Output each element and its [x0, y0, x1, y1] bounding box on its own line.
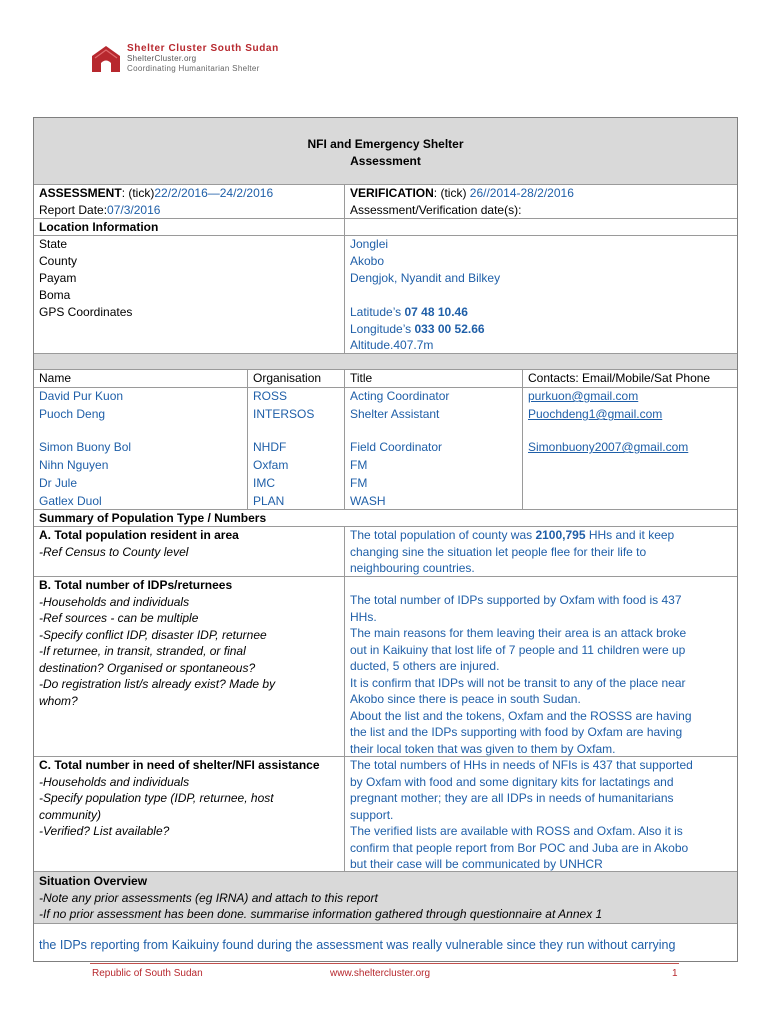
contact-email-link[interactable]: Puochdeng1@gmail.com: [528, 407, 663, 421]
contact-name: Dr Jule: [39, 476, 78, 490]
verification-label: VERIFICATION: [350, 186, 434, 200]
contact-org: ROSS: [253, 389, 288, 403]
section-c-answer: The total numbers of HHs in needs of NFIs is 437 that supported by Oxfam with food and some dignitary kits for lactatings and pregnant mother; they are all IDPs in needs of humanitarians support. The verified lists are available with ROSS and Oxfam. Also it is confirm that people report from Bor POC and Juba are in Akobo but their case will be communicated by UNHCR: [350, 758, 693, 871]
location-row: [34, 236, 737, 253]
location-row: [34, 270, 737, 287]
assessment-tick: : (tick): [121, 186, 155, 200]
footer-country: Republic of South Sudan: [92, 968, 203, 979]
longitude-label: Longitude’s: [350, 321, 415, 336]
contacts-header-row: [34, 370, 737, 387]
location-label: County: [39, 254, 78, 268]
contact-name: Nihn Nguyen: [39, 458, 109, 472]
verification-dates: 26//2014-28/2/2016: [469, 186, 574, 200]
location-label: State: [39, 237, 68, 251]
divider: [34, 387, 737, 388]
contact-org: PLAN: [253, 494, 285, 508]
verification-dates-label: Assessment/Verification date(s):: [350, 203, 522, 217]
contact-row: [34, 406, 737, 439]
altitude-value: Altitude.407.7m: [350, 338, 434, 352]
gps-row: [34, 304, 737, 354]
divider: [34, 526, 737, 527]
column-divider: [344, 369, 345, 509]
column-header: Name: [39, 371, 72, 385]
section-a-row: [34, 527, 737, 577]
section-b-row: [34, 577, 737, 757]
footer-rule: [90, 963, 679, 964]
section-a-answer: The total population of county was 2100,795 HHs and it keep changing sine the situation let people flee for their life to neighbouring countries.: [350, 528, 675, 575]
section-b-note: -If returnee, in transit, stranded, or final: [39, 644, 246, 658]
footer-website-link[interactable]: www.sheltercluster.org: [330, 968, 431, 979]
contact-row: [34, 388, 737, 406]
divider: [34, 353, 737, 354]
logo-title: Shelter Cluster South Sudan: [127, 43, 279, 54]
form-title-line1: NFI and Emergency Shelter: [307, 137, 464, 151]
section-a-title: A. Total population resident in area: [39, 528, 239, 542]
location-row: [34, 253, 737, 270]
contact-title: Shelter Assistant: [350, 407, 440, 421]
location-row: [34, 287, 737, 304]
verification-tick: : (tick): [433, 186, 470, 200]
contact-title: Acting Coordinator: [350, 389, 450, 403]
contact-row: [34, 439, 737, 457]
latitude-label: Latitude’s: [350, 305, 405, 319]
summary-heading: Summary of Population Type / Numbers: [39, 511, 267, 525]
contact-name: Puoch Deng: [39, 407, 106, 421]
contact-title: FM: [350, 458, 368, 472]
section-b-note: whom?: [39, 693, 78, 708]
situation-body: the IDPs reporting from Kaikuiny found during the assessment was really vulnerable since they run without carrying: [39, 938, 676, 952]
contact-title: FM: [350, 476, 368, 490]
report-date-row: [34, 202, 737, 219]
contact-email-link[interactable]: Simonbuony2007@gmail.com: [528, 440, 689, 454]
section-c-note: community): [39, 807, 102, 822]
contact-title: WASH: [350, 494, 386, 508]
location-heading: Location Information: [39, 220, 159, 234]
location-value: Dengjok, Nyandit and Bilkey: [350, 271, 501, 285]
location-value: Jonglei: [350, 237, 389, 251]
longitude-value: 033 00 52.66: [414, 321, 485, 336]
situation-body-row: [34, 924, 737, 962]
divider: [34, 235, 737, 236]
divider: [34, 218, 737, 219]
form-header: [34, 118, 737, 184]
divider: [34, 509, 737, 510]
section-b-note: -Households and individuals: [39, 594, 190, 609]
location-value: Akobo: [350, 254, 385, 268]
divider: [34, 576, 737, 577]
report-date-label: Report Date:: [39, 203, 108, 217]
section-b-note: destination? Organised or spontaneous?: [39, 660, 256, 675]
situation-note: -Note any prior assessments (eg IRNA) and attach to this report: [39, 890, 378, 905]
section-b-note: -Ref sources - can be multiple: [39, 611, 199, 625]
section-c-note: -Households and individuals: [39, 774, 190, 789]
contact-row: [34, 493, 737, 510]
section-c-row: [34, 757, 737, 872]
section-b-note: -Specify conflict IDP, disaster IDP, returnee: [39, 627, 267, 642]
assessment-label: ASSESSMENT: [39, 186, 122, 200]
situation-header: [34, 872, 737, 924]
location-label: Boma: [39, 288, 71, 302]
section-c-title: C. Total number in need of shelter/NFI assistance: [39, 758, 320, 772]
section-c-note: -Specify population type (IDP, returnee, host: [39, 791, 274, 805]
contact-org: INTERSOS: [253, 407, 315, 421]
situation-heading: Situation Overview: [39, 874, 148, 888]
separator-band: [34, 353, 737, 369]
gps-label: GPS Coordinates: [39, 305, 133, 319]
section-b-title: B. Total number of IDPs/returnees: [39, 578, 233, 592]
form-title-line2: Assessment: [350, 154, 421, 168]
section-b-answer: The total number of IDPs supported by Oxfam with food is 437 HHs. The main reasons for them leaving their area is an attack broke out in Kaikuiny that lost life of 7 people and 11 children were up ducted, 5 others are injured. It is confirm that IDPs will not be transit to any of the place near Akobo since there is peace in south Sudan. About the list and the tokens, Oxfam and the ROSSS are having the list and the IDPs supporting with food by Oxfam are having their local token that was given to them by Oxfam.: [350, 593, 692, 756]
contact-name: Gatlex Duol: [39, 494, 102, 508]
section-b-note: -Do registration list/s already exist? Made by: [39, 677, 276, 691]
page-number: 1: [672, 968, 678, 979]
divider: [34, 369, 737, 370]
column-divider: [344, 526, 345, 871]
divider: [34, 923, 737, 924]
column-divider: [344, 184, 345, 353]
contact-title: Field Coordinator: [350, 440, 443, 454]
column-header: Contacts: Email/Mobile/Sat Phone: [528, 371, 711, 385]
contact-org: IMC: [253, 476, 275, 490]
contact-org: Oxfam: [253, 458, 289, 472]
divider: [34, 871, 737, 872]
section-a-note: -Ref Census to County level: [39, 544, 189, 559]
situation-note: -If no prior assessment has been done. summarise information gathered through questionnaire at Annex 1: [39, 907, 603, 921]
report-date-value: 07/3/2016: [107, 203, 161, 217]
column-header: Title: [350, 371, 373, 385]
contact-email-link[interactable]: purkuon@gmail.com: [528, 389, 639, 403]
house-logo-icon: [90, 44, 122, 74]
logo-site: ShelterCluster.org: [127, 54, 197, 63]
contact-name: David Pur Kuon: [39, 389, 124, 403]
section-c-note: -Verified? List available?: [39, 824, 170, 838]
divider: [34, 184, 737, 185]
location-label: Payam: [39, 271, 77, 285]
contact-name: Simon Buony Bol: [39, 440, 132, 454]
contact-row: [34, 457, 737, 475]
logo-tagline: Coordinating Humanitarian Shelter: [127, 64, 260, 73]
contact-row: [34, 475, 737, 493]
assessment-form: [33, 117, 738, 962]
assessment-row: [34, 185, 737, 202]
latitude-value: 07 48 10.46: [404, 305, 468, 319]
contact-org: NHDF: [253, 440, 287, 454]
column-divider: [247, 369, 248, 509]
divider: [34, 756, 737, 757]
assessment-dates: 22/2/2016—24/2/2016: [154, 186, 274, 200]
column-divider: [522, 369, 523, 509]
column-header: Organisation: [253, 371, 322, 385]
